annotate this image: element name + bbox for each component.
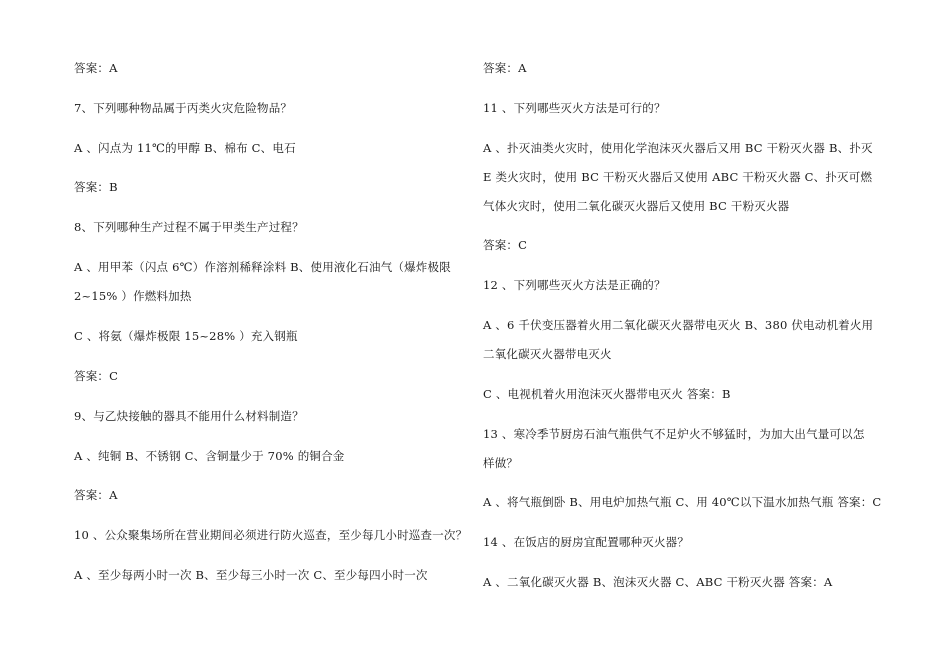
answer-line: 答案：A (74, 61, 118, 75)
question-8-option-c: C 、将氨（爆炸极限 15~28% ）充入钢瓶 (74, 329, 298, 343)
question-11-options: A 、扑灭油类火灾时，使用化学泡沫灭火器后又用 BC 干粉灭火器 B、扑灭 (483, 141, 873, 155)
question-13-options: A 、将气瓶倒卧 B、用电炉加热气瓶 C、用 40℃以下温水加热气瓶 答案：C (483, 495, 882, 509)
question-8-options-cont: 2~15% ）作燃料加热 (74, 289, 192, 303)
question-11-options-cont: E 类火灾时，使用 BC 干粉灭火器后又使用 ABC 干粉灭火器 C、扑灭可燃 (483, 170, 873, 184)
question-10-options: A 、至少每两小时一次 B、至少每三小时一次 C、至少每四小时一次 (74, 568, 428, 582)
question-12-options-cont: 二氧化碳灭火器带电灭火 (483, 347, 612, 361)
question-13-cont: 样做？ (483, 456, 519, 470)
question-12-option-c: C 、电视机着火用泡沫灭火器带电灭火 答案：B (483, 387, 731, 401)
question-11: 11 、下列哪些灭火方法是可行的？ (483, 101, 666, 115)
question-9-options: A 、纯铜 B、不锈钢 C、含铜量少于 70% 的铜合金 (74, 449, 345, 463)
question-11-options-cont: 气体火灾时，使用二氧化碳灭火器后又使用 BC 干粉灭火器 (483, 199, 790, 213)
question-9: 9、与乙炔接触的器具不能用什么材料制造？ (74, 409, 304, 423)
question-8: 8、下列哪种生产过程不属于甲类生产过程？ (74, 220, 304, 234)
question-7: 7、下列哪种物品属于丙类火灾危险物品？ (74, 101, 293, 115)
question-12-options: A 、6 千伏变压器着火用二氧化碳灭火器带电灭火 B、380 伏电动机着火用 (483, 318, 874, 332)
question-10: 10 、公众聚集场所在营业期间必须进行防火巡查，至少每几小时巡查一次？ (74, 528, 468, 542)
question-14: 14 、在饭店的厨房宜配置哪种灭火器？ (483, 535, 690, 549)
question-14-options: A 、二氧化碳灭火器 B、泡沫灭火器 C、ABC 干粉灭火器 答案：A (483, 575, 833, 589)
answer-line: 答案：A (483, 61, 527, 75)
answer-line: 答案：C (483, 238, 528, 252)
answer-line: 答案：C (74, 369, 119, 383)
answer-line: 答案：A (74, 488, 118, 502)
question-13: 13 、寒冷季节厨房石油气瓶供气不足炉火不够猛时，为加大出气量可以怎 (483, 427, 865, 441)
answer-line: 答案：B (74, 180, 118, 194)
question-8-options: A 、用甲苯（闪点 6℃）作溶剂稀释涂料 B、使用液化石油气（爆炸极限 (74, 260, 451, 274)
question-7-options: A 、闪点为 11℃的甲醇 B、棉布 C、电石 (74, 141, 296, 155)
question-12: 12 、下列哪些灭火方法是正确的？ (483, 278, 666, 292)
